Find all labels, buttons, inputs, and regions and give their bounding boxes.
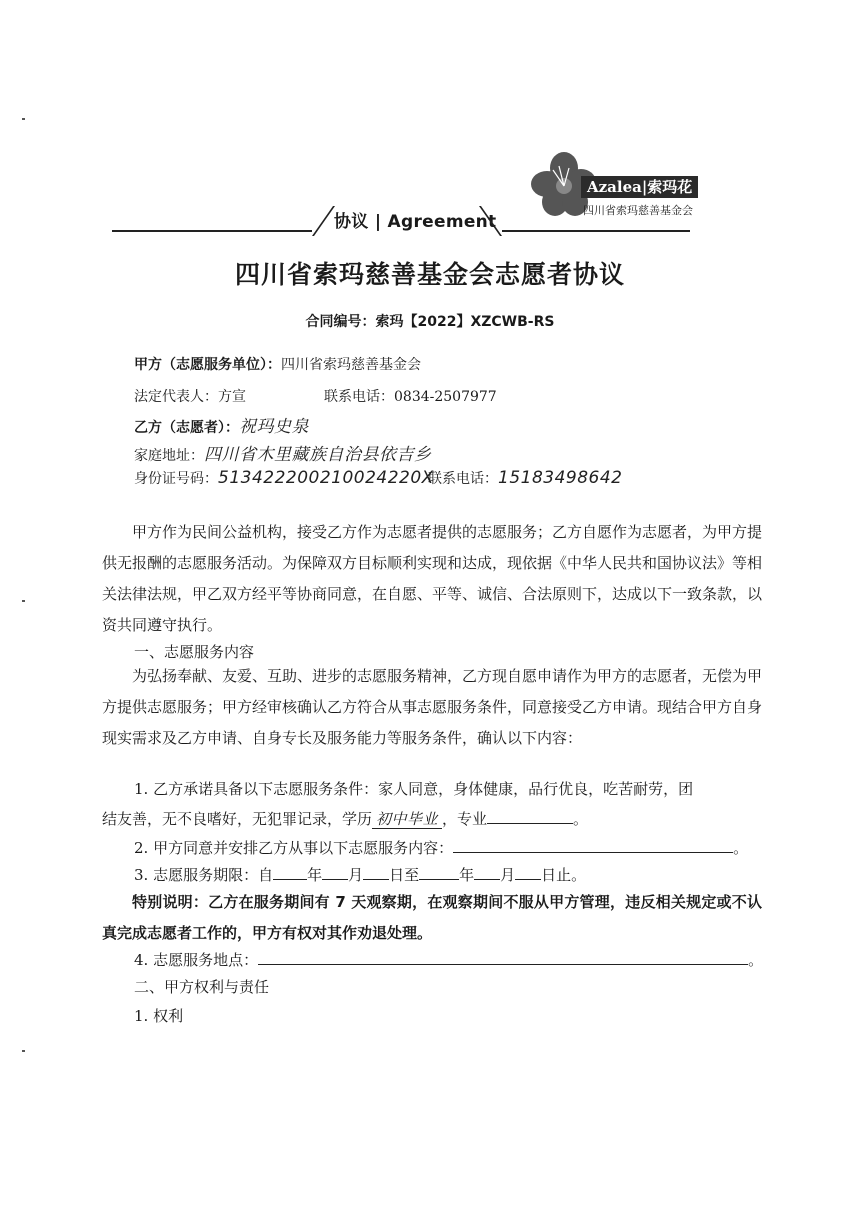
party-a-phone-row <box>324 386 497 406</box>
party-b-row <box>134 412 309 437</box>
legal-rep-value: 方宣 <box>218 389 246 405</box>
item3-line: 3. 志愿服务期限：自 年 月 日至 年 月 日止。 <box>134 866 587 884</box>
party-a-label: 甲方（志愿服务单位）： <box>134 357 281 373</box>
party-b-phone-value: 15183498642 <box>498 468 623 488</box>
special-note-text: 乙方在服务期间有 7 天观察期，在观察期间不服从甲方管理，违反相关规定或不认真完成志愿者工作的，甲方有权对其作劝退处理。 <box>102 893 762 942</box>
party-a-phone-value: 0834-2507977 <box>394 389 497 405</box>
major-label: ，专业 <box>442 810 488 828</box>
item4-period: 。 <box>748 951 764 969</box>
item2-period: 。 <box>733 839 749 857</box>
legal-rep-row <box>134 386 246 406</box>
service-location-blank <box>258 950 748 965</box>
margin-mark <box>22 1050 25 1052</box>
party-b-phone-label: 联系电话： <box>428 471 498 487</box>
party-a-row <box>134 354 421 374</box>
margin-mark <box>22 118 25 120</box>
margin-mark <box>22 600 25 602</box>
item1-line-b <box>102 808 588 829</box>
item4-line <box>134 949 763 970</box>
section1-heading: 一、志愿服务内容 <box>134 643 255 661</box>
party-b-phone-row <box>428 468 622 488</box>
contract-number: 合同编号：索玛【2022】XZCWB-RS <box>305 314 555 330</box>
address-value: 四川省木里藏族自治县依吉乡 <box>204 445 432 465</box>
item2-line <box>134 837 748 858</box>
party-b-name: 祝玛史泉 <box>239 417 309 437</box>
id-row <box>134 468 434 488</box>
azalea-logo <box>525 150 705 222</box>
service-content-blank <box>453 838 733 853</box>
special-note-label: 特别说明： <box>132 893 209 911</box>
id-value: 513422200210024220X <box>218 468 434 488</box>
party-a-value: 四川省索玛慈善基金会 <box>281 357 421 373</box>
item1-line-a: 1. 乙方承诺具备以下志愿服务条件：家人同意，身体健康，品行优良，吃苦耐劳，团 <box>134 780 694 798</box>
section2-heading: 二、甲方权利与责任 <box>134 978 270 996</box>
header-tab-label: 协议 | Agreement <box>334 212 497 232</box>
major-blank <box>487 809 573 824</box>
party-a-phone-label: 联系电话： <box>324 389 394 405</box>
header-tab <box>312 206 502 232</box>
education-value: 初中毕业 <box>372 810 442 829</box>
special-note <box>102 887 762 949</box>
section1-paragraph: 为弘扬奉献、友爱、互助、进步的志愿服务精神，乙方现自愿申请作为甲方的志愿者，无偿为甲方提供志愿服务；甲方经审核确认乙方符合从事志愿服务条件，同意接受乙方申请。现结合甲方自身现实需求及乙方申请、自身专长及服务能力等服务条件，确认以下内容： <box>102 667 763 747</box>
logo-brand: Azalea|索玛花 <box>581 176 698 198</box>
item1-period: 。 <box>573 810 589 828</box>
logo-org-name: 四川省索玛慈善基金会 <box>583 204 693 217</box>
item2-text: 2. 甲方同意并安排乙方从事以下志愿服务内容： <box>134 839 454 857</box>
document-title: 四川省索玛慈善基金会志愿者协议 <box>234 260 625 289</box>
section2-sub1: 1. 权利 <box>134 1007 184 1025</box>
address-label: 家庭地址： <box>134 448 204 464</box>
party-b-label: 乙方（志愿者）： <box>134 420 239 436</box>
intro-paragraph: 甲方作为民间公益机构，接受乙方作为志愿者提供的志愿服务；乙方自愿作为志愿者，为甲方提供无报酬的志愿服务活动。为保障双方目标顺利实现和达成，现依据《中华人民共和国协议法》等相关法律法规，甲乙双方经平等协商同意，在自愿、平等、诚信、合法原则下，达成以下一致条款，以资共同遵守执行。 <box>102 523 763 634</box>
item4-text: 4. 志愿服务地点： <box>134 951 259 969</box>
address-row <box>134 440 432 465</box>
item1-text: 结友善，无不良嗜好，无犯罪记录，学历 <box>102 810 373 828</box>
id-label: 身份证号码： <box>134 471 218 487</box>
legal-rep-label: 法定代表人： <box>134 389 218 405</box>
item3-text: 3. 志愿服务期限：自 <box>134 866 274 884</box>
